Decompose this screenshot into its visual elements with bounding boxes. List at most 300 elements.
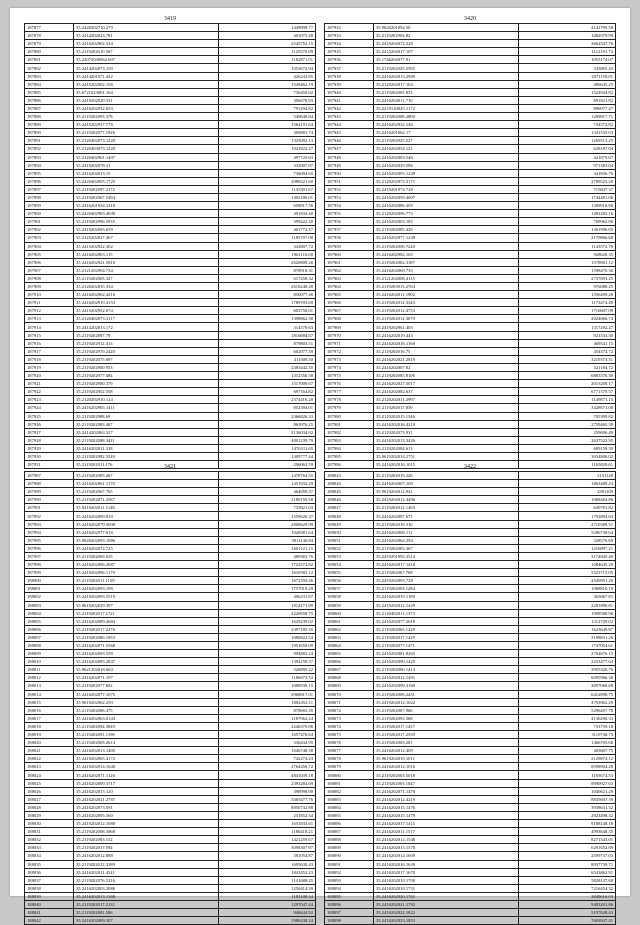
coordinate-cell: 35.2416202015.120 bbox=[74, 787, 219, 795]
value-cell: 1182871.01 bbox=[219, 56, 316, 64]
table-row bbox=[25, 307, 316, 315]
value-cell: 6883576.30 bbox=[519, 372, 616, 380]
coordinate-cell: 35.2419201974.728 bbox=[374, 185, 519, 193]
value-cell: 1209817.71 bbox=[519, 113, 616, 121]
row-id-cell: 188075 bbox=[325, 731, 374, 739]
row-id-cell: 187952 bbox=[325, 185, 374, 193]
row-id-cell: 188027 bbox=[25, 795, 74, 803]
row-id-cell: 187941 bbox=[325, 96, 374, 104]
row-id-cell: 187965 bbox=[325, 291, 374, 299]
table-row bbox=[325, 218, 616, 226]
row-id-cell: 187922 bbox=[25, 388, 74, 396]
value-cell: 341836.76 bbox=[519, 169, 616, 177]
table-row bbox=[325, 291, 616, 299]
row-id-cell: 188097 bbox=[325, 909, 374, 917]
coordinate-cell: 35.2119202007.966 bbox=[374, 706, 519, 714]
value-cell: 878918.31 bbox=[219, 266, 316, 274]
row-id-cell: 188021 bbox=[25, 747, 74, 755]
table-row bbox=[25, 650, 316, 658]
coordinate-cell: 35.2419202095.5519 bbox=[74, 593, 219, 601]
row-id-cell: 187984 bbox=[325, 444, 374, 452]
row-id-cell: 187963 bbox=[325, 274, 374, 282]
coordinate-cell: 35.2416202013.15 bbox=[74, 169, 219, 177]
coordinate-cell: 35.2416202011.1902 bbox=[374, 291, 519, 299]
table-row bbox=[325, 444, 616, 452]
row-id-cell: 187897 bbox=[25, 185, 74, 193]
coordinate-cell: 35.2119202003.1047 bbox=[374, 779, 519, 787]
row-id-cell: 188086 bbox=[325, 820, 374, 828]
row-id-cell: 187997 bbox=[25, 552, 74, 560]
row-id-cell: 187942 bbox=[325, 104, 374, 112]
table-row bbox=[325, 129, 616, 137]
row-id-cell: 188091 bbox=[325, 860, 374, 868]
table-row bbox=[325, 552, 616, 560]
table-row bbox=[25, 601, 316, 609]
value-cell: 1186673.53 bbox=[219, 674, 316, 682]
table-row bbox=[325, 412, 616, 420]
row-id-cell: 188069 bbox=[325, 682, 374, 690]
value-cell: 2549951.26 bbox=[519, 577, 616, 585]
row-id-cell: 188010 bbox=[25, 658, 74, 666]
table-row bbox=[25, 625, 316, 633]
row-id-cell: 188046 bbox=[325, 496, 374, 504]
row-id-cell: 187968 bbox=[325, 315, 374, 323]
coordinate-cell: 35.2414201071.432 bbox=[74, 72, 219, 80]
coordinate-cell: 35.1746202077.91 bbox=[374, 56, 519, 64]
coordinate-cell: 35.2416202016.1639 bbox=[374, 860, 519, 868]
row-id-cell: 187964 bbox=[325, 283, 374, 291]
value-cell: 1716607.09 bbox=[519, 307, 616, 315]
row-id-cell: 188048 bbox=[325, 512, 374, 520]
row-id-cell: 187976 bbox=[325, 380, 374, 388]
data-table bbox=[324, 23, 616, 469]
coordinate-cell: 35.2119202010.567 bbox=[74, 48, 219, 56]
coordinate-cell: 35.2419202012.1080 bbox=[74, 820, 219, 828]
row-id-cell: 187958 bbox=[325, 234, 374, 242]
table-row bbox=[325, 731, 616, 739]
table-row bbox=[325, 722, 616, 730]
table-row bbox=[25, 347, 316, 355]
coordinate-cell: 35.2416202016.4210 bbox=[374, 420, 519, 428]
coordinate-cell: 35.2119202925.527 bbox=[374, 137, 519, 145]
row-id-cell: 187929 bbox=[25, 444, 74, 452]
table-row bbox=[325, 892, 616, 900]
table-row bbox=[25, 876, 316, 884]
coordinate-cell: 35.2119202977.484 bbox=[74, 372, 219, 380]
row-id-cell: 188071 bbox=[325, 698, 374, 706]
value-cell: 921533.30 bbox=[519, 331, 616, 339]
table-row bbox=[325, 561, 616, 569]
table-row bbox=[325, 420, 616, 428]
row-id-cell: 188001 bbox=[25, 585, 74, 593]
row-id-cell: 188072 bbox=[325, 706, 374, 714]
value-cell: 1478764.55 bbox=[219, 472, 316, 480]
table-row bbox=[25, 64, 316, 72]
value-cell: 2129874.12 bbox=[519, 755, 616, 763]
row-id-cell: 187962 bbox=[325, 266, 374, 274]
coordinate-cell: 35.2119202005.267 bbox=[74, 472, 219, 480]
table-row bbox=[25, 396, 316, 404]
row-id-cell: 188003 bbox=[25, 601, 74, 609]
coordinate-cell: 35.2119202017.2131 bbox=[74, 900, 219, 908]
value-cell: 1986238.24 bbox=[219, 917, 316, 925]
coordinate-cell: 35.9619202029.397 bbox=[74, 601, 219, 609]
coordinate-cell: 35.2119202083.467 bbox=[74, 420, 219, 428]
coordinate-cell: 35.2416202074.725 bbox=[74, 544, 219, 552]
coordinate-cell: 35.2119202003.367 bbox=[374, 544, 519, 552]
value-cell: 3198831.26 bbox=[519, 633, 616, 641]
table-row bbox=[25, 488, 316, 496]
coordinate-cell: 35.2416202079.5008 bbox=[74, 520, 219, 528]
value-cell: 2764676.15 bbox=[519, 650, 616, 658]
table-row bbox=[325, 876, 616, 884]
table-row bbox=[25, 593, 316, 601]
coordinate-cell: 35.2119202900.953 bbox=[74, 363, 219, 371]
value-cell: 3849616.03 bbox=[519, 892, 616, 900]
coordinate-cell: 35.2119202017.839 bbox=[374, 404, 519, 412]
row-id-cell: 187953 bbox=[325, 193, 374, 201]
coordinate-cell: 35.2416202090.1425 bbox=[374, 658, 519, 666]
value-cell: 691821.82 bbox=[519, 96, 616, 104]
table-row bbox=[25, 633, 316, 641]
coordinate-cell: 35.2415202952.674 bbox=[74, 307, 219, 315]
row-id-cell: 188035 bbox=[25, 860, 74, 868]
row-id-cell: 187989 bbox=[25, 488, 74, 496]
table-row bbox=[25, 388, 316, 396]
coordinate-cell: 35.2415202937.778 bbox=[74, 121, 219, 129]
table-row bbox=[25, 185, 316, 193]
row-id-cell: 187948 bbox=[325, 153, 374, 161]
row-id-cell: 188038 bbox=[25, 884, 74, 892]
value-cell: 2759465.39 bbox=[519, 420, 616, 428]
value-cell: 3131120 bbox=[519, 472, 616, 480]
value-cell: 1492282.16 bbox=[519, 210, 616, 218]
coordinate-cell: 35.2120402073.3117 bbox=[74, 315, 219, 323]
table-row bbox=[325, 787, 616, 795]
table-row bbox=[325, 32, 616, 40]
row-id-cell: 188083 bbox=[325, 795, 374, 803]
row-id-cell: 188042 bbox=[25, 917, 74, 925]
value-cell: 1398862.58 bbox=[219, 315, 316, 323]
coordinate-cell: 35.2416202919.4153 bbox=[74, 299, 219, 307]
row-id-cell: 187982 bbox=[325, 428, 374, 436]
row-id-cell: 188031 bbox=[25, 828, 74, 836]
table-row bbox=[325, 339, 616, 347]
coordinate-cell: 35.2119202006.475 bbox=[74, 706, 219, 714]
row-id-cell: 187912 bbox=[25, 307, 74, 315]
row-id-cell: 187960 bbox=[325, 250, 374, 258]
row-id-cell: 187974 bbox=[325, 363, 374, 371]
coordinate-cell: 35.2119202012.4753 bbox=[374, 307, 519, 315]
row-id-cell: 188090 bbox=[325, 852, 374, 860]
page-number: 3419 bbox=[164, 16, 176, 22]
row-id-cell: 187910 bbox=[25, 291, 74, 299]
table-row bbox=[25, 472, 316, 480]
coordinate-cell: 35.2415202922.302 bbox=[74, 242, 219, 250]
table-row bbox=[25, 80, 316, 88]
row-id-cell: 187992 bbox=[25, 512, 74, 520]
table-row bbox=[325, 153, 616, 161]
coordinate-cell: 35.2419202072.228 bbox=[374, 40, 519, 48]
coordinate-cell: 35.2416202021.2787 bbox=[74, 795, 219, 803]
table-row bbox=[25, 226, 316, 234]
row-id-cell: 188011 bbox=[25, 666, 74, 674]
table-row bbox=[325, 528, 616, 536]
table-row bbox=[325, 40, 616, 48]
page-panel bbox=[24, 464, 316, 925]
table-row bbox=[325, 323, 616, 331]
coordinate-cell: 35.2416202921.5810 bbox=[74, 258, 219, 266]
row-id-cell: 187903 bbox=[25, 234, 74, 242]
table-row bbox=[25, 698, 316, 706]
value-cell: 549648.84 bbox=[219, 113, 316, 121]
coordinate-cell: 35.2416202013.1578 bbox=[374, 844, 519, 852]
coordinate-cell: 35.2414202023.781 bbox=[74, 32, 219, 40]
row-id-cell: 188002 bbox=[25, 593, 74, 601]
row-id-cell: 187878 bbox=[25, 32, 74, 40]
value-cell: 946644.92 bbox=[219, 909, 316, 917]
value-cell: 5296457.78 bbox=[519, 706, 616, 714]
table-row bbox=[325, 88, 616, 96]
row-id-cell: 187983 bbox=[325, 436, 374, 444]
value-cell: 1451932.29 bbox=[219, 480, 316, 488]
value-cell: 2397185.35 bbox=[219, 625, 316, 633]
row-id-cell: 187956 bbox=[325, 218, 374, 226]
value-cell: 1088939.15 bbox=[219, 682, 316, 690]
value-cell: 1466703.68 bbox=[519, 739, 616, 747]
table-row bbox=[25, 585, 316, 593]
row-id-cell: 188033 bbox=[25, 844, 74, 852]
coordinate-cell: 35.2119202012.1403 bbox=[374, 504, 519, 512]
coordinate-cell: 35.2119202005.833 bbox=[374, 88, 519, 96]
coordinate-cell: 35.2416202095.560 bbox=[74, 811, 219, 819]
table-row bbox=[325, 96, 616, 104]
row-id-cell: 188039 bbox=[25, 892, 74, 900]
coordinate-cell: 35.2416202015.1479 bbox=[374, 811, 519, 819]
coordinate-cell: 35.2419201993.3514 bbox=[374, 552, 519, 560]
table-row bbox=[25, 480, 316, 488]
value-cell: 328576.69 bbox=[519, 536, 616, 544]
value-cell: 2253477.64 bbox=[519, 658, 616, 666]
coordinate-cell: 35.2119202008.2431 bbox=[374, 690, 519, 698]
table-row bbox=[325, 363, 616, 371]
value-cell: 8598904.28 bbox=[519, 763, 616, 771]
coordinate-cell: 35.2119202017.2559 bbox=[374, 731, 519, 739]
table-row bbox=[325, 650, 616, 658]
table-row bbox=[25, 234, 316, 242]
value-cell: 1998580.96 bbox=[519, 609, 616, 617]
value-cell: 3011136.84 bbox=[219, 536, 316, 544]
row-id-cell: 187936 bbox=[325, 56, 374, 64]
row-id-cell: 187923 bbox=[25, 396, 74, 404]
table-row bbox=[25, 258, 316, 266]
value-cell: 1792892.63 bbox=[519, 512, 616, 520]
value-cell: 5286738.64 bbox=[519, 528, 616, 536]
row-id-cell: 188032 bbox=[25, 836, 74, 844]
coordinate-cell: 35.2416202977.618 bbox=[74, 528, 219, 536]
table-row bbox=[25, 177, 316, 185]
value-cell: 1578901.12 bbox=[519, 258, 616, 266]
value-cell: 2013208.17 bbox=[519, 380, 616, 388]
table-row bbox=[325, 593, 616, 601]
value-cell: 2620809.26 bbox=[219, 258, 316, 266]
table-row bbox=[325, 884, 616, 892]
coordinate-cell: 35.9419202011.1148 bbox=[74, 504, 219, 512]
coordinate-cell: 35.2119202094.3849 bbox=[74, 722, 219, 730]
value-cell: 231852.34 bbox=[219, 811, 316, 819]
row-id-cell: 187921 bbox=[25, 380, 74, 388]
value-cell: 5523715.05 bbox=[519, 569, 616, 577]
value-cell: 421879.07 bbox=[519, 153, 616, 161]
table-row bbox=[25, 274, 316, 282]
value-cell: 1325092.13 bbox=[219, 137, 316, 145]
value-cell: 314570.63 bbox=[219, 323, 316, 331]
value-cell: 1672594.26 bbox=[219, 577, 316, 585]
row-id-cell: 187970 bbox=[325, 331, 374, 339]
value-cell: 1744481.06 bbox=[519, 193, 616, 201]
value-cell: 1757019.29 bbox=[219, 585, 316, 593]
value-cell: 697164.82 bbox=[219, 388, 316, 396]
coordinate-cell: 35.2119202081.506 bbox=[74, 909, 219, 917]
value-cell: 769962.86 bbox=[519, 218, 616, 226]
table-row bbox=[325, 452, 616, 460]
value-cell: 1863489.24 bbox=[519, 480, 616, 488]
coordinate-cell: 35.2416202093.1249 bbox=[374, 169, 519, 177]
table-row bbox=[325, 852, 616, 860]
row-id-cell: 187894 bbox=[25, 161, 74, 169]
coordinate-cell: 35.2419202093.659 bbox=[74, 226, 219, 234]
row-id-cell: 188025 bbox=[25, 779, 74, 787]
coordinate-cell: 35.2416202059.4007 bbox=[374, 193, 519, 201]
row-id-cell: 187914 bbox=[25, 323, 74, 331]
value-cell: 928620.35 bbox=[519, 250, 616, 258]
value-cell: 3938631.52 bbox=[519, 803, 616, 811]
coordinate-cell: 35.2119202988.69 bbox=[74, 412, 219, 420]
value-cell: 1968464.86 bbox=[519, 496, 616, 504]
table-row bbox=[325, 307, 616, 315]
row-id-cell: 187898 bbox=[25, 193, 74, 201]
value-cell: 464858.37 bbox=[219, 488, 316, 496]
table-row bbox=[25, 355, 316, 363]
table-row bbox=[325, 536, 616, 544]
row-id-cell: 188024 bbox=[25, 771, 74, 779]
table-row bbox=[325, 755, 616, 763]
row-id-cell: 188014 bbox=[25, 690, 74, 698]
coordinate-cell: 35.2416202012.1016 bbox=[374, 763, 519, 771]
table-row bbox=[25, 428, 316, 436]
table-row bbox=[325, 355, 616, 363]
table-row bbox=[25, 202, 316, 210]
coordinate-cell: 35.2119202017.1457 bbox=[374, 722, 519, 730]
table-row bbox=[325, 380, 616, 388]
coordinate-cell: 35.2415202017.107 bbox=[374, 48, 519, 56]
coordinate-cell: 35.2119202004.613 bbox=[374, 444, 519, 452]
table-row bbox=[325, 283, 616, 291]
coordinate-cell: 35.2416202016.1015 bbox=[374, 461, 519, 469]
row-id-cell: 187967 bbox=[325, 307, 374, 315]
table-row bbox=[325, 24, 616, 32]
value-cell: 3428671.00 bbox=[519, 404, 616, 412]
coordinate-cell: 35.2416202027.3017 bbox=[374, 380, 519, 388]
table-row bbox=[325, 242, 616, 250]
row-id-cell: 188016 bbox=[25, 706, 74, 714]
value-cell: 1747054.61 bbox=[519, 641, 616, 649]
value-cell: 6412898.75 bbox=[519, 690, 616, 698]
coordinate-cell: 35.2125202027.467 bbox=[74, 234, 219, 242]
row-id-cell: 188053 bbox=[325, 552, 374, 560]
table-row bbox=[25, 609, 316, 617]
table-row bbox=[325, 682, 616, 690]
value-cell: 4136290.33 bbox=[519, 714, 616, 722]
table-row bbox=[25, 436, 316, 444]
table-row bbox=[25, 561, 316, 569]
coordinate-cell: 35.2416202015.3426 bbox=[374, 436, 519, 444]
coordinate-cell: 35.2416202013.1368 bbox=[74, 892, 219, 900]
value-cell: 2220658.75 bbox=[219, 609, 316, 617]
value-cell: 6543862.91 bbox=[519, 868, 616, 876]
row-id-cell: 187911 bbox=[25, 299, 74, 307]
table-row bbox=[325, 64, 616, 72]
value-cell: 2710389.51 bbox=[519, 520, 616, 528]
row-id-cell: 188050 bbox=[325, 528, 374, 536]
coordinate-cell: 35.2119202003.5018 bbox=[374, 771, 519, 779]
table-row bbox=[325, 617, 616, 625]
coordinate-cell: 35.2119202012.3079 bbox=[374, 315, 519, 323]
value-cell: 7216454.32 bbox=[519, 884, 616, 892]
table-row bbox=[325, 763, 616, 771]
row-id-cell: 188018 bbox=[25, 722, 74, 730]
row-id-cell: 187930 bbox=[25, 452, 74, 460]
coordinate-cell: 35.2119202003.2614 bbox=[74, 739, 219, 747]
coordinate-cell: 35.2416202019.1189 bbox=[374, 593, 519, 601]
table-row bbox=[25, 113, 316, 121]
table-row bbox=[325, 917, 616, 925]
table-row bbox=[325, 771, 616, 779]
coordinate-cell: 35.2416202073.591 bbox=[74, 803, 219, 811]
row-id-cell: 187882 bbox=[25, 64, 74, 72]
value-cell: 2180159.58 bbox=[219, 496, 316, 504]
value-cell: 3662547.76 bbox=[519, 40, 616, 48]
table-row bbox=[325, 250, 616, 258]
coordinate-cell: 35.2416202054.121 bbox=[374, 145, 519, 153]
value-cell: 3097068.88 bbox=[519, 682, 616, 690]
row-id-cell: 188085 bbox=[325, 811, 374, 819]
table-row bbox=[325, 404, 616, 412]
value-cell: 2637522.95 bbox=[519, 436, 616, 444]
table-row bbox=[25, 153, 316, 161]
row-id-cell: 188065 bbox=[325, 650, 374, 658]
coordinate-cell: 35.2419202012.1022 bbox=[374, 698, 519, 706]
value-cell: 9188148.18 bbox=[519, 820, 616, 828]
row-id-cell: 188000 bbox=[25, 577, 74, 585]
coordinate-cell: 35.2119202912.413 bbox=[74, 339, 219, 347]
table-row bbox=[325, 331, 616, 339]
value-cell: 259696.49 bbox=[519, 428, 616, 436]
coordinate-cell: 35.2419202078.31 bbox=[74, 161, 219, 169]
table-row bbox=[325, 641, 616, 649]
value-cell: 628187.04 bbox=[519, 145, 616, 153]
table-row bbox=[325, 909, 616, 917]
row-id-cell: 188084 bbox=[325, 803, 374, 811]
table-row bbox=[25, 569, 316, 577]
value-cell: 2170866.68 bbox=[519, 234, 616, 242]
row-id-cell: 188009 bbox=[25, 650, 74, 658]
coordinate-cell: 35.2419202005.4172 bbox=[74, 755, 219, 763]
coordinate-cell: 35.2416202009.810 bbox=[74, 512, 219, 520]
row-id-cell: 188049 bbox=[325, 520, 374, 528]
table-row bbox=[25, 763, 316, 771]
value-cell: 321184.72 bbox=[519, 363, 616, 371]
